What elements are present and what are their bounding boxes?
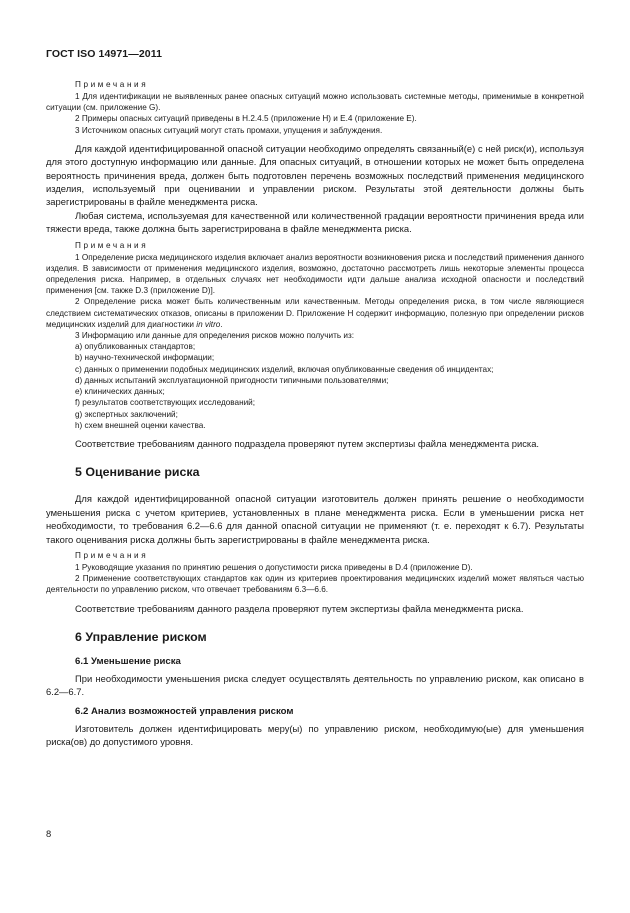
paragraph: Для каждой идентифицированной опасной ситуации изготовитель должен принять решение о необходимости уменьшения риска с учетом критериев, установленных в плане менеджмента риска. Если в уменьшении риска нет необходимости, то требования 6.2—6.6 для данной опасной ситуации не применяют (т. е. переходят к 6.7). Результаты такого оценивания риска должны быть зарегистрированы в файле менеджмента риска. <box>46 493 584 545</box>
page-number: 8 <box>46 828 52 839</box>
note: 2 Применение соответствующих стандартов как один из критериев проектирования медицинских изделий может являться частью деятельности по управлению риском, что отвечает требованиям 6.3—6.6. <box>46 574 584 595</box>
list-item: h) схем внешней оценки качества. <box>75 420 206 430</box>
note-text: 2 Определение риска может быть количественным или качественным. Методы определения риска, в том числе являющиеся следствием систематических отказов, описаны в приложении D. Приложение Н содержит информацию, полезную при определении рисков медицинских изделий для диагностики <box>46 297 584 329</box>
note-text: . <box>220 319 223 329</box>
note: 3 Источником опасных ситуаций могут стать промахи, упущения и заблуждения. <box>75 125 383 135</box>
paragraph: Любая система, используемая для качественной или количественной градации вероятности причинения вреда или тяжести вреда, также должна быть зарегистрирована в файле менеджмента риска. <box>46 209 584 235</box>
list-item: c) данных о применении подобных медицинских изделий, включая опубликованные сведения об инцидентах; <box>75 364 494 374</box>
note <box>46 296 584 330</box>
list-item: d) данных испытаний эксплуатационной пригодности типичными пользователями; <box>75 375 389 385</box>
note-italic-text: in vitro <box>196 319 221 329</box>
list-item: a) опубликованных стандартов; <box>75 342 196 352</box>
list-item: f) результатов соответствующих исследований; <box>75 398 256 408</box>
notes-heading: Примечания <box>75 80 149 89</box>
paragraph: При необходимости уменьшения риска следует осуществлять деятельность по управлению риском, как описано в 6.2—6.7. <box>46 672 584 698</box>
section-heading: 6 Управление риском <box>75 629 207 644</box>
paragraph: Соответствие требованиям данного подраздела проверяют путем экспертизы файла менеджмента риска. <box>75 437 540 449</box>
note: 3 Информацию или данные для определения рисков можно получить из: <box>75 331 354 341</box>
note: 2 Примеры опасных ситуаций приведены в Н.2.4.5 (приложение Н) и Е.4 (приложение Е). <box>75 114 417 124</box>
paragraph: Изготовитель должен идентифицировать меру(ы) по управлению риском, необходимую(ые) для уменьшения риска(ов) до допустимого уровня. <box>46 722 584 748</box>
list-item: b) научно-технической информации; <box>75 353 215 363</box>
note: 1 Для идентификации не выявленных ранее опасных ситуаций можно использовать системные методы, применимые в конкретной ситуации (см. приложение G). <box>46 92 584 113</box>
subsection-heading: 6.1 Уменьшение риска <box>75 655 181 667</box>
section-heading: 5 Оценивание риска <box>75 465 200 480</box>
paragraph: Соответствие требованиям данного раздела проверяют путем экспертизы файла менеджмента риска. <box>75 602 524 614</box>
notes-heading: Примечания <box>75 550 149 560</box>
list-item: g) экспертных заключений; <box>75 409 178 419</box>
document-body <box>46 79 584 749</box>
paragraph: Для каждой идентифицированной опасной ситуации необходимо определять связанный(е) с ней риск(и), используя для этого доступную информацию или данные. Для опасных ситуаций, в отношении которых не может быть определена вероятность причинения вреда, должен быть подготовлен перечень возможных последствий применения медицинского изделия, используемый при оценивании и управлении риском. Результаты этой деятельности должны быть зарегистрированы в файле менеджмента риска. <box>46 142 584 208</box>
document-header: ГОСТ ISO 14971—2011 <box>46 48 163 60</box>
note: 1 Определение риска медицинского изделия включает анализ вероятности возникновения риска и последствий применения данного изделия. В зависимости от применения медицинского изделия, возможно, достаточно рассмотреть лишь некоторые элементы процесса определения риска. Например, в отдельных случаях нет необходимости идти дальше анализа исходной опасности и последствий применения [см. также D.3 (приложение D)]. <box>46 252 584 296</box>
note: 1 Руководящие указания по принятию решения о допустимости риска приведены в D.4 (приложение D). <box>75 562 473 572</box>
list-item: e) клинических данных; <box>75 387 165 397</box>
subsection-heading: 6.2 Анализ возможностей управления риском <box>75 705 294 717</box>
notes-heading: Примечания <box>75 240 149 250</box>
